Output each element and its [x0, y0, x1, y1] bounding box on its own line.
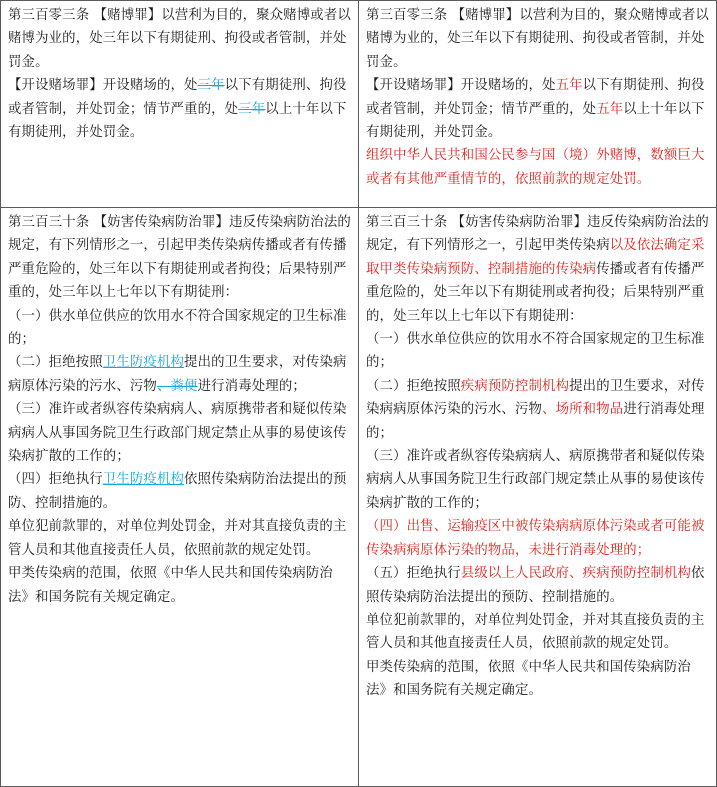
text-segment: 单位犯前款罪的，对单位判处罚金，并对其直接负责的主管人员和其他直接责任人员，依照前款的规定处罚。	[366, 612, 705, 652]
paragraph	[366, 328, 710, 375]
text-segment: 传播或者有传播严重危险的，处三年以下有期徒刑或者拘役；后果特别严重的，处三年以上七年以下有期徒刑：	[366, 261, 705, 324]
paragraph	[366, 656, 710, 703]
added-text: 县级以上人民政府、疾病预防控制机构	[460, 566, 691, 582]
text-segment: （三）准许或者纵容传染病病人、病原携带者和疑似传染病病人从事国务院卫生行政部门规定禁止从事的易使该传染病扩散的工作的；	[8, 402, 347, 465]
text-segment: 提出的卫生要求，对传染病病原体污染的污水、污物	[366, 378, 705, 418]
paragraph	[366, 375, 710, 445]
paragraph	[8, 515, 352, 562]
text-segment: （五）拒绝执行	[366, 566, 461, 582]
text-segment: 提出的卫生要求，对传染病病原体污染的污水、污物	[8, 355, 347, 394]
paragraph	[366, 445, 710, 515]
paragraph	[366, 74, 710, 144]
paragraph	[366, 144, 710, 191]
added-text: 组织中华人民共和国公民参与国（境）外赌博，数额巨大或者有其他严重情节的，依照前款的规定处罚。	[366, 148, 705, 187]
text-segment: 进行消毒处理的；	[366, 402, 705, 441]
text-segment: （一）供水单位供应的饮用水不符合国家规定的卫生标准的；	[8, 308, 347, 348]
text-segment: 甲类传染病的范围，依照《中华人民共和国传染病防治法》和国务院有关规定确定。	[366, 659, 691, 699]
paragraph	[8, 562, 352, 609]
paragraph	[366, 211, 710, 328]
added-text: 五年	[596, 101, 624, 117]
paragraph	[366, 609, 710, 656]
paragraph	[8, 398, 352, 468]
text-segment: （二）拒绝按照	[366, 378, 461, 394]
cell-old-article-330	[1, 208, 359, 787]
added-text: 疾病预防控制机构	[460, 378, 570, 394]
text-segment: 第三百零三条 【赌博罪】以营利为目的，聚众赌博或者以赌博为业的，处三年以下有期徒刑、拘役或者管制，并处罚金。	[8, 8, 351, 70]
text-segment: 进行消毒处理的；	[197, 378, 306, 394]
text-segment: 依照传染病防治法提出的预防、控制措施的。	[366, 566, 705, 605]
text-segment: （四）拒绝执行	[8, 472, 103, 488]
text-segment: 【开设赌场罪】开设赌场的，处	[8, 78, 198, 94]
text-segment: 以下有期徒刑、拘役或者管制，并处罚金；情节严重的，处	[366, 78, 705, 117]
paragraph	[8, 468, 352, 515]
text-segment: 以上十年以下有期徒刑，并处罚金。	[8, 101, 347, 141]
paragraph	[366, 4, 710, 74]
paragraph	[8, 4, 352, 74]
text-segment: 第三百三十条 【妨害传染病防治罪】违反传染病防治法的规定，有下列情形之一，引起甲类传染病	[366, 215, 709, 254]
text-segment: 第三百零三条 【赌博罪】以营利为目的，聚众赌博或者以赌博为业的，处三年以下有期徒刑、拘役或者管制，并处罚金。	[366, 8, 709, 70]
paragraph	[8, 351, 352, 398]
paragraph	[8, 305, 352, 352]
text-segment: （三）准许或者纵容传染病病人、病原携带者和疑似传染病病人从事国务院卫生行政部门规定禁止从事的易使该传染病扩散的工作的；	[366, 449, 705, 511]
cell-old-article-303	[1, 1, 359, 208]
deleted-text: 、粪便	[156, 378, 198, 394]
text-segment: 甲类传染病的范围，依照《中华人民共和国传染病防治法》和国务院有关规定确定。	[8, 566, 333, 605]
text-segment: 【开设赌场罪】开设赌场的，处	[366, 78, 556, 94]
text-segment: 第三百三十条 【妨害传染病防治罪】违反传染病防治法的规定，有下列情形之一，引起甲类传染病传播或者有传播严重危险的，处三年以下有期徒刑或者拘役；后果特别严重的，处三年以上七年以下有期徒刑：	[8, 215, 351, 301]
cell-new-article-330	[359, 208, 717, 787]
text-segment: 以上十年以下有期徒刑，并处罚金。	[366, 101, 705, 141]
added-text: （四）出售、运输疫区中被传染病病原体污染或者可能被传染病病原体污染的物品，未进行消毒处理的；	[366, 519, 705, 558]
deleted-text: 三年	[238, 101, 266, 117]
text-segment: 以下有期徒刑、拘役或者管制，并处罚金；情节严重的，处	[8, 78, 347, 117]
table-row	[1, 208, 717, 787]
text-segment: （二）拒绝按照	[8, 355, 103, 371]
text-segment: 依照传染病防治法提出的预防、控制措施的。	[8, 472, 347, 511]
changed-text: 卫生防疫机构	[102, 472, 185, 488]
table-row	[1, 1, 717, 208]
paragraph	[366, 562, 710, 609]
text-segment: （一）供水单位供应的饮用水不符合国家规定的卫生标准的；	[366, 332, 705, 371]
added-text: 以及依法确定采取甲类传染病预防、控制措施的传染病	[366, 238, 705, 277]
text-segment: 单位犯前款罪的，对单位判处罚金，并对其直接负责的主管人员和其他直接责任人员，依照前款的规定处罚。	[8, 519, 347, 558]
cell-new-article-303	[359, 1, 717, 208]
changed-text: 卫生防疫机构	[102, 355, 185, 371]
added-text: 五年	[555, 78, 583, 94]
deleted-text: 三年	[197, 78, 225, 94]
paragraph	[366, 515, 710, 562]
added-text: 、场所和物品	[542, 402, 624, 418]
paragraph	[8, 74, 352, 144]
paragraph	[8, 211, 352, 305]
